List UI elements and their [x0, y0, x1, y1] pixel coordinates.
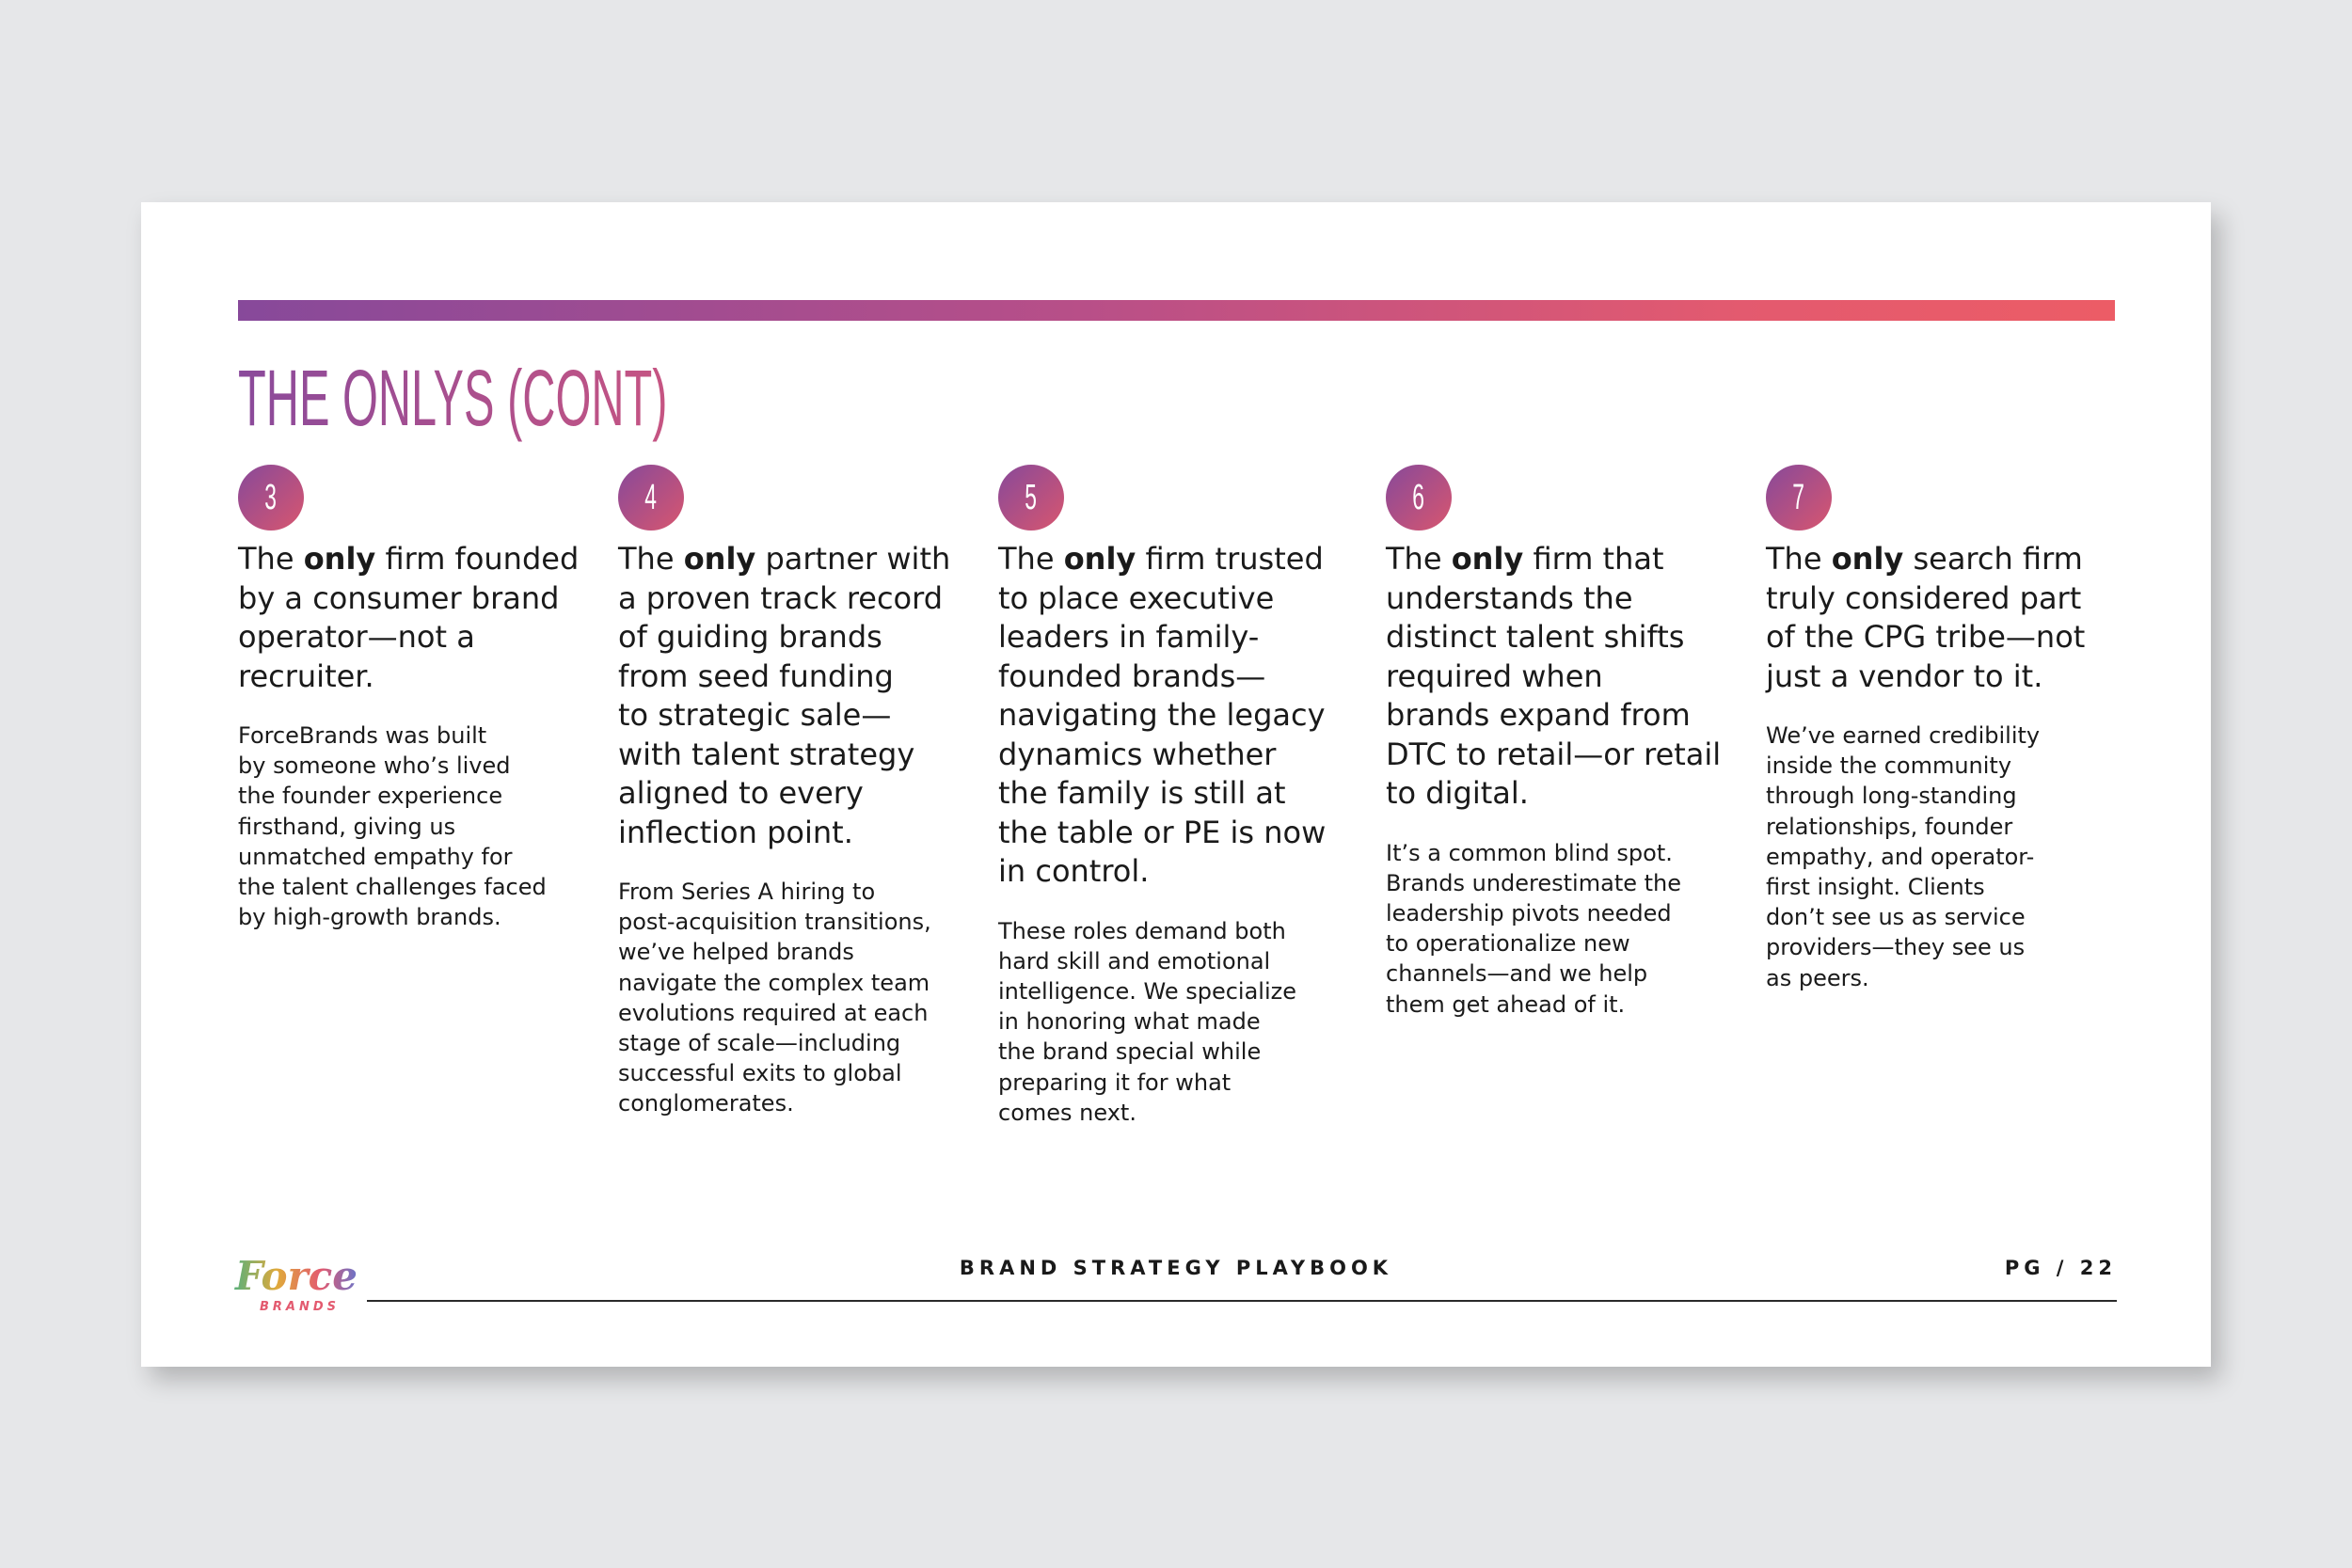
headline-line: truly considered part: [1766, 579, 2082, 616]
body-line: post-acquisition transitions,: [618, 909, 931, 936]
logo-wordmark: Force: [235, 1253, 358, 1299]
body-line: empathy, and operator-: [1766, 843, 2035, 870]
headline-line: aligned to every: [618, 775, 864, 811]
headline-prefix: The: [238, 541, 304, 577]
badge-number: 6: [1412, 477, 1425, 517]
headline-line: distinct talent shifts: [1386, 619, 1685, 655]
body-line: comes next.: [998, 1099, 1136, 1126]
headline-line: of the CPG tribe—not: [1766, 619, 2086, 655]
body-line: through long-standing: [1766, 783, 2017, 810]
body-line: firsthand, giving us: [238, 813, 456, 840]
column-body: [238, 721, 579, 932]
headline-line: [618, 540, 950, 579]
headline-line: DTC to retail—or retail: [1386, 736, 1722, 772]
body-line: ForceBrands was built: [238, 722, 487, 749]
headline-line: to place executive: [998, 579, 1275, 616]
body-line: It’s a common blind spot.: [1386, 839, 1673, 866]
number-badge: [1386, 465, 1452, 531]
body-line: them get ahead of it.: [1386, 990, 1626, 1018]
gradient-header-bar: [238, 300, 2115, 321]
body-line: stage of scale—including: [618, 1030, 901, 1057]
column-body: [618, 877, 950, 1119]
headline-line: with talent strategy: [618, 736, 915, 772]
headline-emphasis: only: [683, 541, 756, 577]
body-line: we’ve helped brands: [618, 939, 854, 966]
headline-line: the table or PE is now: [998, 814, 1327, 850]
headline-line: operator—not a: [238, 619, 475, 655]
headline-line: just a vendor to it.: [1766, 657, 2043, 694]
headline-prefix: The: [618, 541, 684, 577]
body-line: We’ve earned credibility: [1766, 722, 2041, 749]
page-title: THE ONLYS (CONT): [238, 354, 668, 442]
column-body: [1386, 838, 1721, 1020]
badge-number: 4: [644, 477, 658, 517]
footer-title: BRAND STRATEGY PLAYBOOK: [959, 1257, 1393, 1279]
body-line: evolutions required at each: [618, 999, 929, 1026]
body-line: leadership pivots needed: [1386, 899, 1672, 927]
headline-line: leaders in family-: [998, 619, 1260, 655]
only-column-7: [1766, 465, 2085, 993]
logo-subtext: BRANDS: [260, 1300, 341, 1314]
headline-line: recruiter.: [238, 657, 374, 694]
body-line: intelligence. We specialize: [998, 977, 1296, 1005]
headline-line: required when: [1386, 657, 1603, 694]
headline-line: founded brands—: [998, 657, 1266, 694]
body-line: channels—and we help: [1386, 960, 1648, 988]
headline-line: [1766, 540, 2085, 579]
column-headline: [1386, 540, 1721, 814]
headline-line: the family is still at: [998, 775, 1286, 811]
headline-emphasis: only: [1831, 541, 1904, 577]
body-line: providers—they see us: [1766, 934, 2026, 961]
body-line: first insight. Clients: [1766, 874, 1985, 901]
number-badge: [238, 465, 304, 531]
headline-rest: partner with: [755, 541, 951, 577]
only-column-5: [998, 465, 1326, 1128]
badge-number: 3: [264, 477, 278, 517]
headline-line: to strategic sale—: [618, 697, 892, 733]
body-line: conglomerates.: [618, 1090, 794, 1117]
badge-number: 5: [1025, 477, 1038, 517]
page-number: PG / 22: [2004, 1257, 2117, 1279]
headline-line: inflection point.: [618, 814, 853, 850]
only-column-6: [1386, 465, 1721, 1020]
body-line: the brand special while: [998, 1038, 1262, 1066]
headline-rest: firm that: [1523, 541, 1664, 577]
headline-emphasis: only: [1063, 541, 1136, 577]
headline-line: to digital.: [1386, 775, 1529, 811]
badge-number: 7: [1792, 477, 1805, 517]
body-line: the founder experience: [238, 783, 503, 810]
headline-rest: search firm: [1903, 541, 2083, 577]
column-headline: [998, 540, 1326, 892]
body-line: relationships, founder: [1766, 813, 2013, 840]
body-line: preparing it for what: [998, 1069, 1232, 1096]
headline-line: dynamics whether: [998, 736, 1277, 772]
only-column-3: [238, 465, 579, 932]
body-line: the talent challenges faced: [238, 874, 547, 901]
body-line: hard skill and emotional: [998, 947, 1271, 974]
headline-line: brands expand from: [1386, 697, 1691, 733]
headline-prefix: The: [1386, 541, 1452, 577]
headline-emphasis: only: [1451, 541, 1524, 577]
body-line: navigate the complex team: [618, 969, 930, 996]
number-badge: [1766, 465, 1832, 531]
headline-line: [1386, 540, 1721, 579]
body-line: unmatched empathy for: [238, 843, 513, 870]
headline-rest: firm founded: [375, 541, 580, 577]
number-badge: [998, 465, 1064, 531]
headline-prefix: The: [1766, 541, 1832, 577]
number-badge: [618, 465, 684, 531]
headline-line: in control.: [998, 853, 1150, 889]
headline-line: navigating the legacy: [998, 697, 1326, 733]
column-headline: [618, 540, 950, 852]
column-headline: [238, 540, 579, 696]
body-line: as peers.: [1766, 964, 1869, 991]
only-column-4: [618, 465, 950, 1119]
headline-line: by a consumer brand: [238, 579, 560, 616]
body-line: in honoring what made: [998, 1008, 1261, 1036]
body-line: These roles demand both: [998, 917, 1286, 944]
body-line: inside the community: [1766, 752, 2012, 780]
body-line: successful exits to global: [618, 1060, 902, 1087]
headline-line: of guiding brands: [618, 619, 882, 655]
headline-prefix: The: [998, 541, 1064, 577]
headline-line: [998, 540, 1326, 579]
headline-line: a proven track record: [618, 579, 944, 616]
body-line: by high-growth brands.: [238, 904, 501, 931]
footer-divider: [367, 1300, 2117, 1302]
playbook-page: [141, 202, 2211, 1367]
column-body: [998, 916, 1326, 1128]
headline-line: [238, 540, 579, 579]
body-line: by someone who’s lived: [238, 752, 511, 780]
body-line: to operationalize new: [1386, 930, 1630, 958]
headline-line: understands the: [1386, 579, 1633, 616]
column-headline: [1766, 540, 2085, 696]
headline-emphasis: only: [303, 541, 376, 577]
body-line: don’t see us as service: [1766, 904, 2026, 931]
headline-rest: firm trusted: [1136, 541, 1324, 577]
body-line: Brands underestimate the: [1386, 869, 1682, 896]
column-body: [1766, 721, 2085, 993]
headline-line: from seed funding: [618, 657, 894, 694]
body-line: From Series A hiring to: [618, 879, 876, 905]
